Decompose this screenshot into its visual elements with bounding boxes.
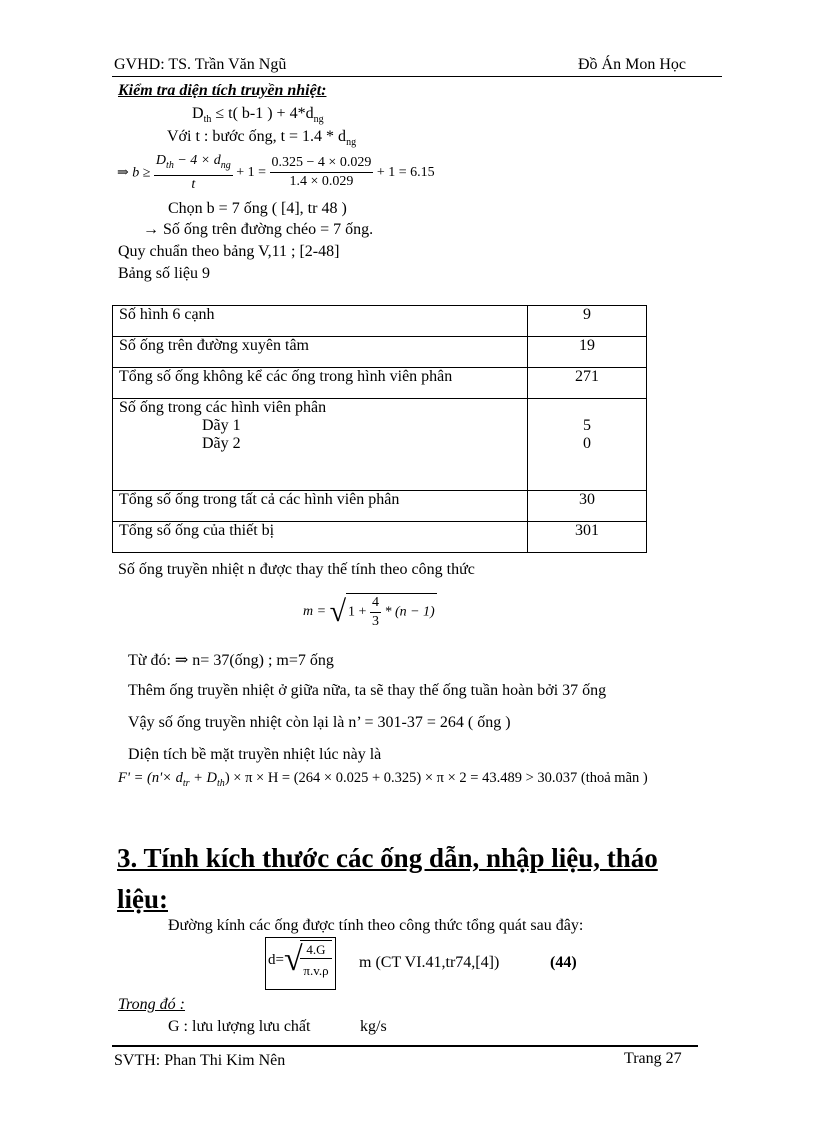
table-row bbox=[113, 337, 647, 368]
condition-formula: $D_{th} \le t$( b-1 ) + $4*d_{ng}$ bbox=[192, 105, 324, 126]
diagonal-count: → Số ống trên đường chéo = 7 ống. bbox=[143, 221, 374, 238]
footer-left: SVTH: Phan Thi Kim Nên bbox=[114, 1052, 286, 1069]
table-cell-value: 19 bbox=[528, 337, 647, 368]
table-cell-label: Số ống trong các hình viên phân Dãy 1 Dãy 2 bbox=[113, 399, 528, 491]
table-cell-value: 9 bbox=[528, 306, 647, 337]
table-caption: Bảng số liệu 9 bbox=[118, 265, 210, 282]
diameter-intro: Đường kính các ống được tính theo công thức tổng quát sau đây: bbox=[168, 917, 584, 934]
g-unit: kg/s bbox=[360, 1018, 387, 1035]
page-number: Trang 27 bbox=[624, 1050, 682, 1067]
diameter-formula-box: d= √ 4.G π.v.ρ bbox=[265, 937, 336, 990]
n-result: Từ đó: ⇒ n= 37(ống) ; m=7 ống bbox=[128, 652, 334, 669]
tube-intro: Số ống truyền nhiệt n được thay thế tính theo công thức bbox=[118, 561, 475, 578]
g-definition: G : lưu lượng lưu chất bbox=[168, 1018, 311, 1035]
area-intro: Diện tích bề mặt truyền nhiệt lúc này là bbox=[128, 746, 382, 763]
table-row bbox=[113, 306, 647, 337]
fraction-numeric: $\frac{0.325 - 4 \times 0.029}{1.4 \times 0.029}$ bbox=[271, 155, 372, 190]
diameter-unit: m (CT VI.41,tr74,[4]) bbox=[359, 954, 500, 971]
fraction-symbolic: $\frac{D_{th} - 4 \times d_{ng}}{t}$ bbox=[155, 153, 231, 192]
where-label: Trong đó : bbox=[118, 996, 185, 1013]
header-right: Đồ Án Mon Học bbox=[578, 56, 686, 73]
b-inequality: ⇒ b ≥ $\frac{D_{th} - 4 \times d_{ng}}{t}$ + 1 = $\frac{0.325 - 4 \times 0.029}{1.4 \times 0.029}$ + 1 = 6.15 bbox=[117, 153, 435, 192]
table-row bbox=[113, 368, 647, 399]
footer-rule bbox=[112, 1045, 698, 1047]
table-cell-value: 5 0 bbox=[528, 399, 647, 491]
header-left: GVHD: TS. Trần Văn Ngũ bbox=[114, 56, 287, 73]
section3-title: 3. Tính kích thước các ống dẫn, nhập liệu, tháo bbox=[117, 843, 658, 873]
remaining-tubes: Vậy số ống truyền nhiệt còn lại là n’ = 301-37 = 264 ( ống ) bbox=[128, 714, 511, 731]
tube-table bbox=[112, 305, 647, 553]
add-tubes-text: Thêm ống truyền nhiệt ở giữa nữa, ta sẽ thay thế ống tuần hoàn bởi 37 ống bbox=[128, 682, 607, 699]
table-row bbox=[113, 399, 647, 491]
sqrt-sign-icon: √ bbox=[329, 595, 347, 628]
pitch-definition: Với t : bước ống, $t = 1.4 * d_{ng}$ bbox=[167, 128, 357, 149]
table-row bbox=[113, 491, 647, 522]
table-cell-label: Tổng số ống không kể các ống trong hình viên phân bbox=[113, 368, 528, 399]
section3-title-cont: liệu: bbox=[117, 884, 168, 914]
section-check-title: Kiểm tra diện tích truyền nhiệt: bbox=[118, 82, 327, 99]
table-cell-value: 301 bbox=[528, 522, 647, 553]
standard-ref: Quy chuẩn theo bảng V,11 ; [2-48] bbox=[118, 243, 340, 260]
area-formula: $F' = (n'\times d_{tr} + D_{th}) \times \pi \times H = (264 \times 0.025 + 0.325) \times \pi \times 2 = 43.489 > 30.037$ (thoả mãn ) bbox=[118, 770, 648, 789]
sqrt-sign-icon: √ bbox=[284, 941, 303, 978]
choose-b: Chọn b = 7 ống ( [4], tr 48 ) bbox=[168, 200, 347, 217]
header-rule bbox=[112, 76, 722, 77]
table-cell-label: Tổng số ống của thiết bị bbox=[113, 522, 528, 553]
table-row bbox=[113, 522, 647, 553]
table-cell-value: 30 bbox=[528, 491, 647, 522]
equation-number: (44) bbox=[550, 954, 577, 971]
table-cell-label: Số ống trên đường xuyên tâm bbox=[113, 337, 528, 368]
table-cell-label: Số hình 6 cạnh bbox=[113, 306, 528, 337]
table-cell-label: Tổng số ống trong tất cả các hình viên phân bbox=[113, 491, 528, 522]
table-cell-value: 271 bbox=[528, 368, 647, 399]
m-formula: m = √ 1 + $\frac{4}{3}$ * (n − 1) bbox=[303, 595, 435, 629]
